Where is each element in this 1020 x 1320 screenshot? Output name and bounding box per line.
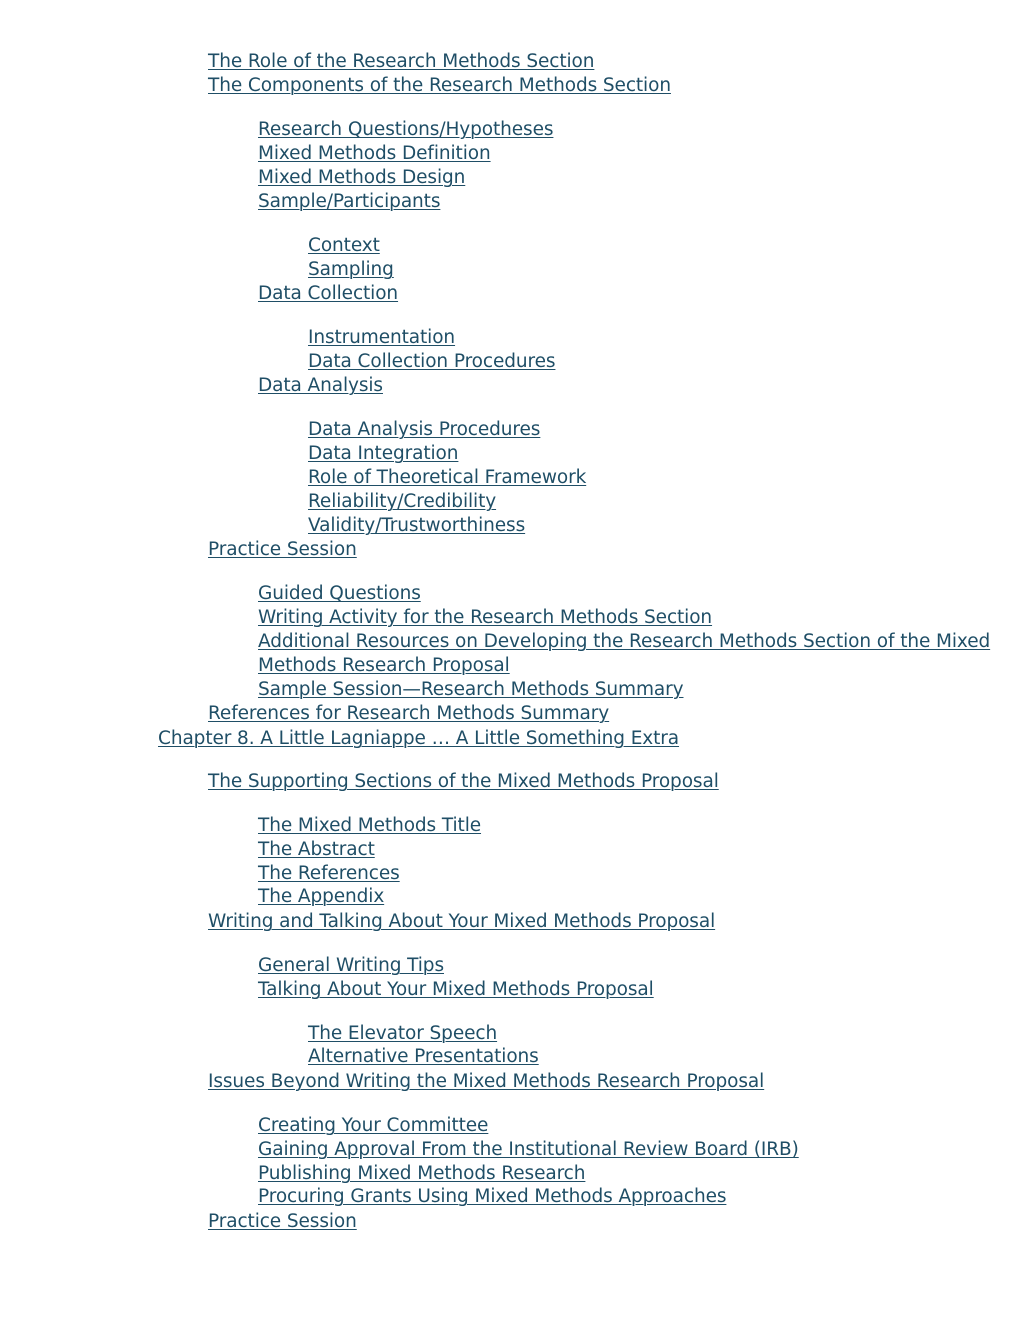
toc-link-components-of-research-methods[interactable]: The Components of the Research Methods Section xyxy=(208,75,671,96)
toc-link-mixed-methods-title[interactable]: The Mixed Methods Title xyxy=(258,815,482,836)
toc-link-sample-session[interactable]: Sample Session—Research Methods Summary xyxy=(258,679,684,700)
toc-link-data-collection-procedures[interactable]: Data Collection Procedures xyxy=(308,351,556,372)
toc-link-data-analysis[interactable]: Data Analysis xyxy=(258,375,383,396)
toc-link-references[interactable]: The References xyxy=(258,863,400,884)
toc-link-sampling[interactable]: Sampling xyxy=(308,259,394,280)
toc-link-research-questions[interactable]: Research Questions/Hypotheses xyxy=(258,119,554,140)
toc-link-sample-participants[interactable]: Sample/Participants xyxy=(258,191,441,212)
toc-link-appendix[interactable]: The Appendix xyxy=(258,886,385,907)
toc-link-validity-trustworthiness[interactable]: Validity/Trustworthiness xyxy=(308,515,526,536)
toc-link-writing-activity[interactable]: Writing Activity for the Research Methods Section xyxy=(258,607,713,628)
toc-link-additional-resources-continued[interactable]: Methods Research Proposal xyxy=(258,655,510,676)
toc-link-supporting-sections[interactable]: The Supporting Sections of the Mixed Methods Proposal xyxy=(208,771,719,792)
toc-link-reliability-credibility[interactable]: Reliability/Credibility xyxy=(308,491,497,512)
toc-link-references-research-methods[interactable]: References for Research Methods Summary xyxy=(208,703,610,724)
toc-link-instrumentation[interactable]: Instrumentation xyxy=(308,327,456,348)
toc-link-talking-about-proposal[interactable]: Talking About Your Mixed Methods Proposal xyxy=(258,979,654,1000)
toc-link-practice-session[interactable]: Practice Session xyxy=(208,539,357,560)
toc-link-general-writing-tips[interactable]: General Writing Tips xyxy=(258,955,444,976)
toc-link-practice-session-2[interactable]: Practice Session xyxy=(208,1211,357,1232)
toc-link-alternative-presentations[interactable]: Alternative Presentations xyxy=(308,1046,539,1067)
toc-link-mixed-methods-design[interactable]: Mixed Methods Design xyxy=(258,167,466,188)
toc-link-data-collection[interactable]: Data Collection xyxy=(258,283,399,304)
toc-link-guided-questions[interactable]: Guided Questions xyxy=(258,583,421,604)
toc-link-data-analysis-procedures[interactable]: Data Analysis Procedures xyxy=(308,419,541,440)
toc-link-creating-committee[interactable]: Creating Your Committee xyxy=(258,1115,489,1136)
toc-link-writing-and-talking[interactable]: Writing and Talking About Your Mixed Methods Proposal xyxy=(208,911,716,932)
toc-link-publishing-research[interactable]: Publishing Mixed Methods Research xyxy=(258,1163,586,1184)
toc-link-elevator-speech[interactable]: The Elevator Speech xyxy=(308,1023,498,1044)
toc-link-role-of-research-methods[interactable]: The Role of the Research Methods Section xyxy=(208,51,595,72)
toc-link-additional-resources[interactable]: Additional Resources on Developing the Research Methods Section of the Mixed xyxy=(258,631,991,652)
toc-link-gaining-irb-approval[interactable]: Gaining Approval From the Institutional Review Board (IRB) xyxy=(258,1139,799,1160)
toc-link-issues-beyond-writing[interactable]: Issues Beyond Writing the Mixed Methods Research Proposal xyxy=(208,1071,765,1092)
toc-link-chapter-8[interactable]: Chapter 8. A Little Lagniappe … A Little Something Extra xyxy=(158,728,680,749)
toc-link-data-integration[interactable]: Data Integration xyxy=(308,443,459,464)
toc-link-mixed-methods-definition[interactable]: Mixed Methods Definition xyxy=(258,143,491,164)
toc-link-role-of-theoretical-framework[interactable]: Role of Theoretical Framework xyxy=(308,467,587,488)
toc-link-abstract[interactable]: The Abstract xyxy=(258,839,375,860)
toc-link-context[interactable]: Context xyxy=(308,235,380,256)
toc-link-procuring-grants[interactable]: Procuring Grants Using Mixed Methods Approaches xyxy=(258,1186,727,1207)
